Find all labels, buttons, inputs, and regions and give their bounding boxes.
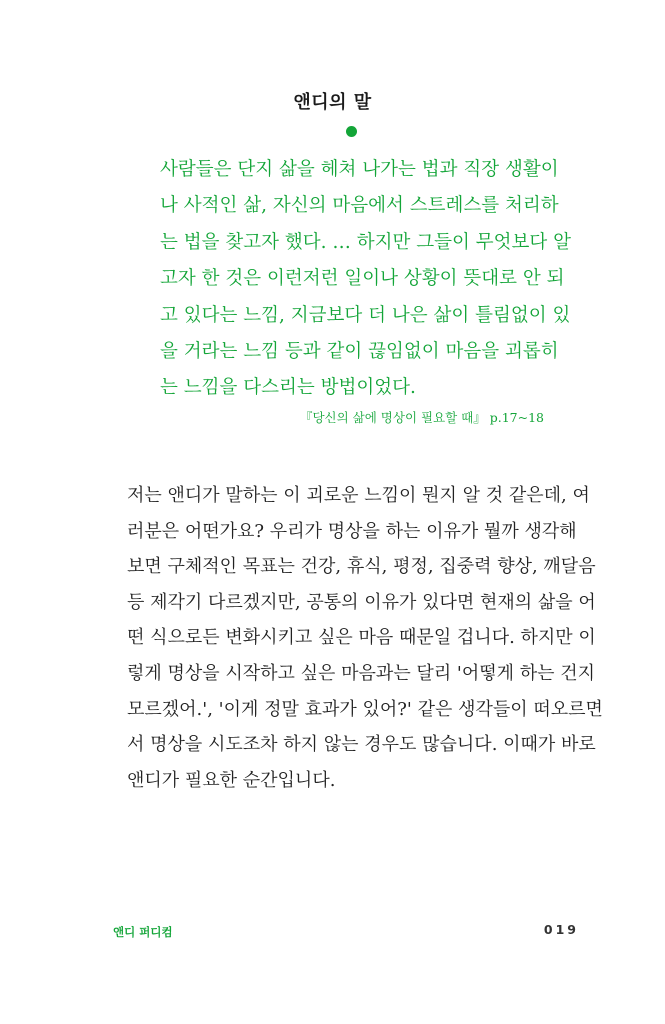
body-line: 모르겠어.', '이게 정말 효과가 있어?' 같은 생각들이 떠오르면 xyxy=(127,698,603,720)
footer-book-title: 앤디 퍼디컴 xyxy=(113,925,173,939)
quote-source: 『당신의 삶에 명상이 필요할 때』 p.17~18 xyxy=(299,410,544,425)
body-line: 저는 앤디가 말하는 이 괴로운 느낌이 뭔지 알 것 같은데, 여 xyxy=(127,485,590,506)
body-line: 러분은 어떤가요? 우리가 명상을 하는 이유가 뭘까 생각해 xyxy=(127,520,577,542)
quote-line: 는 법을 찾고자 했다. … 하지만 그들이 무엇보다 알 xyxy=(160,231,571,253)
body-line: 등 제각기 다르겠지만, 공통의 이유가 있다면 현재의 삶을 어 xyxy=(127,591,596,613)
body-paragraph xyxy=(127,478,603,798)
page-number: 019 xyxy=(543,922,579,937)
body-line: 떤 식으로든 변화시키고 싶은 마음 때문일 겁니다. 하지만 이 xyxy=(127,627,596,649)
quote-line: 고 있다는 느낌, 지금보다 더 나은 삶이 틀림없이 있 xyxy=(160,304,571,326)
quote-line: 사람들은 단지 삶을 헤쳐 나가는 법과 직장 생활이 xyxy=(160,159,559,180)
body-line: 보면 구체적인 목표는 건강, 휴식, 평정, 집중력 향상, 깨달음 xyxy=(127,556,596,578)
quote-line: 는 느낌을 다스리는 방법이었다. xyxy=(160,377,416,399)
body-line: 렇게 명상을 시작하고 싶은 마음과는 달리 '어떻게 하는 건지 xyxy=(127,662,596,684)
quote-line: 나 사적인 삶, 자신의 마음에서 스트레스를 처리하 xyxy=(160,195,559,217)
section-title: 앤디의 말 xyxy=(293,92,372,113)
body-line: 앤디가 필요한 순간입니다. xyxy=(127,769,336,791)
quote-block xyxy=(160,152,571,407)
green-bullet-dot xyxy=(346,126,357,137)
body-line: 서 명상을 시도조차 하지 않는 경우도 많습니다. 이때가 바로 xyxy=(127,734,596,756)
quote-line: 고자 한 것은 이런저런 일이나 상황이 뜻대로 안 되 xyxy=(160,268,565,290)
quote-line: 을 거라는 느낌 등과 같이 끊임없이 마음을 괴롭히 xyxy=(160,340,559,362)
